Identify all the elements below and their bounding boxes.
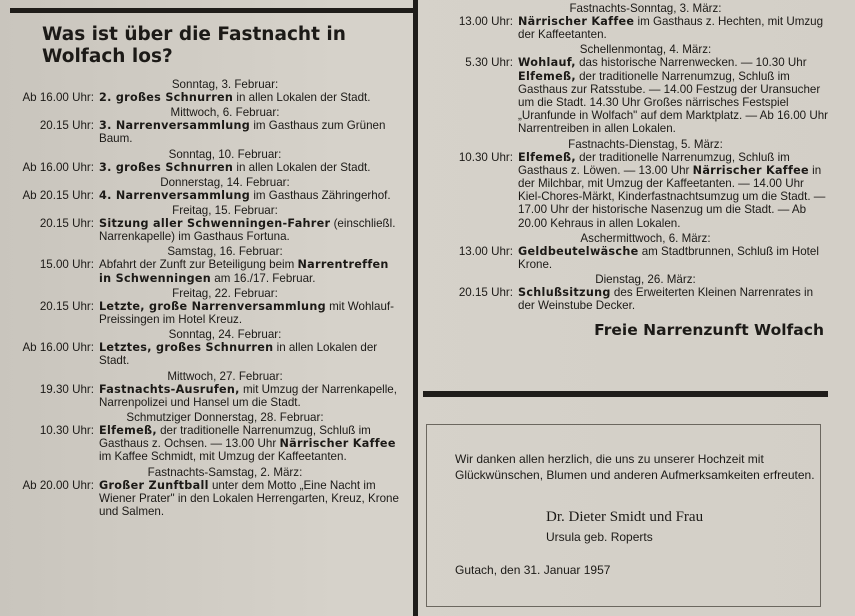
event-highlight: Närrischer Kaffee — [518, 15, 635, 28]
top-rule — [10, 8, 413, 13]
event-description — [518, 56, 828, 135]
event-text: mit Wohlauf-Preissingen im Hotel Kreuz. — [99, 299, 394, 327]
event-highlight: Närrischer Kaffee — [279, 437, 396, 451]
couple-name: Dr. Dieter Smidt und Frau — [546, 509, 704, 525]
left-column — [6, 20, 404, 520]
event-day: Sonntag, 3. Februar: — [171, 78, 279, 91]
event-description — [518, 245, 828, 271]
event-day: Fastnachts-Sonntag, 3. März: — [569, 2, 722, 15]
event-time: 20.15 Uhr: — [39, 119, 94, 133]
event-highlight: Elfemeß, — [518, 69, 576, 83]
event-day: Samstag, 16. Februar: — [167, 245, 283, 259]
event-day: Fastnachts-Dienstag, 5. März: — [568, 137, 723, 151]
event-day: Mittwoch, 27. Februar: — [167, 369, 283, 383]
event-day: Dienstag, 26. März: — [595, 273, 696, 287]
schedule-right — [423, 2, 828, 313]
event-description — [99, 189, 404, 202]
guild-name: Freie Narrenzunft Wolfach — [594, 320, 824, 339]
event-text: in der Milchbar, mit Umzug der Kaffeetanten. — 14.00 Uhr Kiel-Chores-Märkt, Kinderfastnachtsumzug um die Stadt. — 17.00 Uhr der historische Nasenzug um die Stadt. — Ab 20.00 Kehraus in allen Lokalen. — [518, 163, 826, 230]
event-description — [518, 286, 828, 312]
event-time: 15.00 Uhr: — [39, 258, 94, 272]
event-description — [99, 341, 404, 367]
event-highlight: Geldbeutelwäsche — [518, 244, 639, 258]
event-highlight: Schlußsitzung — [518, 286, 611, 300]
event-entry — [6, 119, 404, 145]
event-time: Ab 20.15 Uhr: — [22, 188, 94, 202]
event-time: 19.30 Uhr: — [39, 382, 94, 396]
event-entry — [6, 161, 404, 174]
event-entry — [6, 383, 404, 409]
right-column — [423, 2, 828, 339]
event-text: am Stadtbrunnen, Schluß im Hotel Krone. — [518, 244, 819, 272]
event-text: in allen Lokalen der Stadt. — [99, 341, 378, 368]
event-text: der traditionelle Narrenumzug, Schluß im Gasthaus z. Ochsen. — 13.00 Uhr — [99, 424, 371, 451]
event-description — [99, 300, 404, 326]
event-highlight: Letztes, großes Schnurren — [99, 341, 274, 355]
event-time: 10.30 Uhr: — [458, 150, 513, 164]
event-text: in allen Lokalen der Stadt. — [233, 160, 371, 174]
event-day: Donnerstag, 14. Februar: — [160, 175, 290, 189]
event-highlight: Sitzung aller Schwenningen-Fahrer — [99, 217, 331, 231]
event-description — [99, 424, 404, 464]
event-day: Schellenmontag, 4. März: — [579, 43, 712, 57]
event-description — [99, 217, 404, 243]
headline: Was ist über die Fastnacht in Wolfach los? — [42, 24, 346, 67]
event-time: Ab 16.00 Uhr: — [22, 160, 94, 174]
event-description — [99, 383, 404, 409]
event-time: Ab 16.00 Uhr: — [22, 91, 94, 104]
event-day: Aschermittwoch, 6. März: — [580, 231, 711, 245]
event-day: Sonntag, 24. Februar: — [168, 328, 282, 342]
event-time: 13.00 Uhr: — [458, 244, 513, 258]
column-divider — [413, 0, 418, 616]
event-entry — [423, 245, 828, 271]
event-day: Schmutziger Donnerstag, 28. Februar: — [126, 411, 324, 425]
event-description — [99, 119, 404, 145]
event-highlight: Wohlauf, — [518, 56, 576, 70]
event-description — [99, 91, 404, 104]
thanks-text: Wir danken allen herzlich, die uns zu unserer Hochzeit mit Glückwünschen, Blumen und anderen Aufmerksamkeiten erfreuten. — [455, 452, 815, 482]
event-text: am 16./17. Februar. — [211, 271, 316, 285]
event-text: unter dem Motto „Eine Nacht im Wiener Prater" in den Lokalen Herrengarten, Kreuz, Krone und Salmen. — [99, 478, 399, 519]
event-text: des Erweiterten Kleinen Narrenrates in der Weinstube Decker. — [518, 286, 814, 313]
event-highlight: Letzte, große Narrenversammlung — [99, 299, 326, 313]
event-highlight: 3. großes Schnurren — [99, 160, 234, 174]
event-time: 5.30 Uhr: — [465, 56, 513, 70]
event-day: Freitag, 15. Februar: — [172, 204, 278, 218]
event-highlight: 2. großes Schnurren — [99, 91, 234, 104]
event-text: im Kaffee Schmidt, mit Umzug der Kaffeetanten. — [99, 450, 347, 464]
event-day: Sonntag, 10. Februar: — [168, 147, 282, 161]
event-highlight: Elfemeß, — [518, 150, 576, 164]
event-time: 13.00 Uhr: — [458, 15, 513, 28]
event-description — [99, 258, 404, 284]
maiden-name: Ursula geb. Roperts — [546, 530, 653, 544]
event-time: Ab 16.00 Uhr: — [22, 341, 94, 355]
event-entry — [6, 91, 404, 104]
place-date: Gutach, den 31. Januar 1957 — [455, 563, 611, 577]
event-day: Mittwoch, 6. Februar: — [170, 106, 280, 120]
event-entry — [6, 341, 404, 367]
event-time: 10.30 Uhr: — [39, 424, 94, 438]
event-text: im Gasthaus z. Hechten, mit Umzug der Kaffeetanten. — [518, 15, 824, 42]
event-entry — [6, 479, 404, 519]
event-description — [518, 15, 828, 41]
event-time: 20.15 Uhr: — [458, 286, 513, 300]
event-description — [99, 479, 404, 519]
event-entry — [6, 217, 404, 243]
event-entry — [6, 189, 404, 202]
event-description — [518, 151, 828, 230]
event-highlight: Fastnachts-Ausrufen, — [99, 382, 240, 396]
event-text: das historische Narrenwecken. — 10.30 Uhr — [575, 56, 807, 70]
event-entry — [6, 300, 404, 326]
event-entry — [423, 56, 828, 135]
event-entry — [423, 286, 828, 312]
event-text: der traditionelle Narrenumzug, Schluß im Gasthaus z. Löwen. — 13.00 Uhr — [518, 150, 790, 177]
event-highlight: Närrischer Kaffee — [692, 163, 809, 177]
event-text: im Gasthaus Zähringerhof. — [250, 188, 391, 202]
event-entry — [423, 15, 828, 41]
event-highlight: Narrentreffen in Schwenningen — [99, 258, 389, 285]
event-description — [99, 161, 404, 174]
schedule-left — [6, 78, 404, 518]
event-text: (einschließl. Narrenkapelle) im Gasthaus Fortuna. — [99, 217, 396, 244]
event-text: im Gasthaus zum Grünen Baum. — [99, 119, 386, 146]
event-highlight: Elfemeß, — [99, 424, 157, 438]
event-time: Ab 20.00 Uhr: — [22, 478, 94, 492]
event-day: Freitag, 22. Februar: — [172, 286, 278, 300]
event-text: Abfahrt der Zunft zur Beteiligung beim — [99, 258, 298, 272]
event-entry — [423, 151, 828, 230]
section-rule — [423, 391, 828, 397]
event-time: 20.15 Uhr: — [39, 217, 94, 231]
event-text: in allen Lokalen der Stadt. — [233, 91, 371, 104]
event-entry — [6, 424, 404, 464]
event-highlight: Großer Zunftball — [99, 478, 209, 492]
event-highlight: 4. Narrenversammlung — [99, 188, 251, 202]
event-highlight: 3. Narrenversammlung — [99, 119, 251, 133]
event-day: Fastnachts-Samstag, 2. März: — [147, 465, 303, 479]
event-text: der traditionelle Narrenumzug, Schluß im Gasthaus zur Ratsstube. — 14.00 Festzug der Uransucher um die Stadt. 14.30 Uhr Großes närrisches Festspiel „Uranfunde in Wolfach" auf dem Marktplatz. — Ab 16.00 Uhr Narrentreiben in allen Lokalen. — [518, 69, 828, 136]
event-text: mit Umzug der Narrenkapelle, Narrenpolizei und Hansel um die Stadt. — [99, 382, 397, 409]
event-entry — [6, 258, 404, 284]
event-time: 20.15 Uhr: — [39, 299, 94, 313]
